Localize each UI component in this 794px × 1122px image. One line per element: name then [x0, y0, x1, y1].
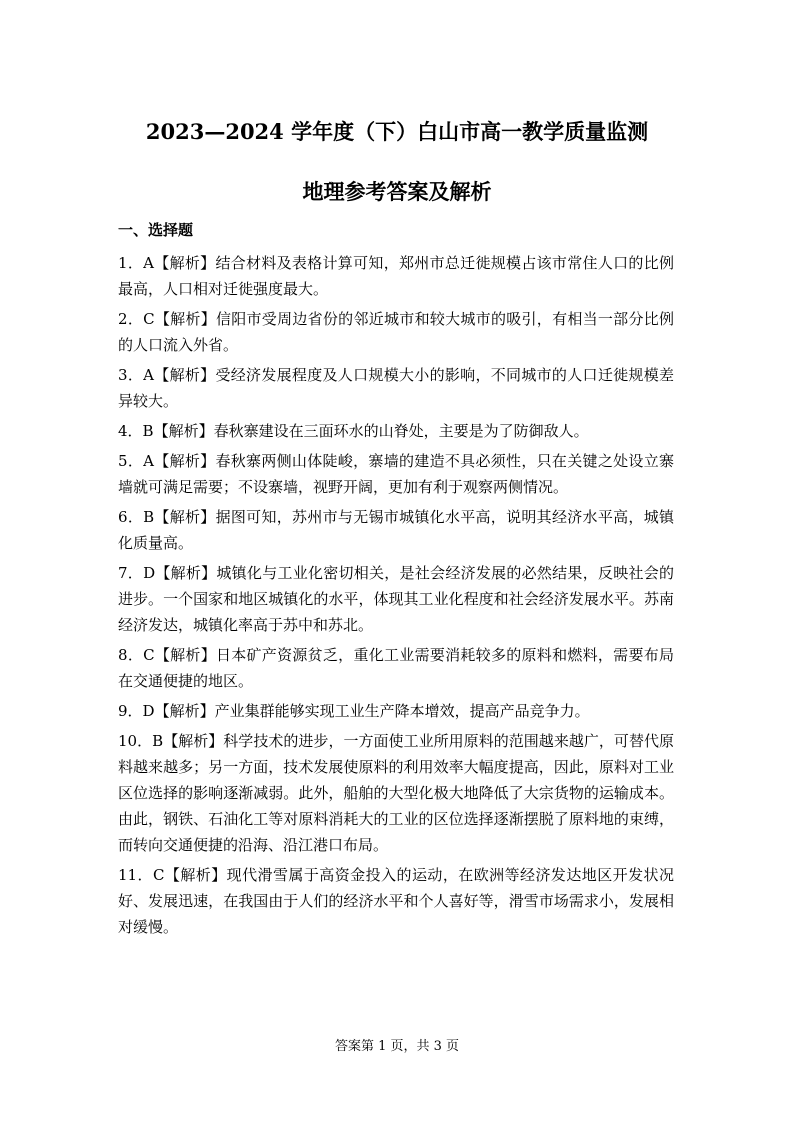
answer-text: B【解析】据图可知，苏州市与无锡市城镇化水平高，说明其经济水平高，城镇化质量高。 [118, 508, 674, 552]
answer-text: A【解析】受经济发展程度及人口规模大小的影响，不同城市的人口迁徙规模差异较大。 [118, 366, 674, 410]
answer-text: B【解析】春秋寨建设在三面环水的山脊处，主要是为了防御敌人。 [142, 422, 589, 440]
answer-text: D【解析】城镇化与工业化密切相关，是社会经济发展的必然结果，反映社会的进步。一个国家和地区城镇化的水平，体现其工业化程度和社会经济发展水平。苏南经济发达，城镇化率高于苏中和苏北。 [118, 564, 675, 634]
answer-item-1 [118, 250, 674, 302]
page-footer: 答案第 1 页，共 3 页 [334, 1039, 460, 1054]
answer-number: 2． [118, 310, 144, 328]
answer-number: 7． [118, 564, 144, 582]
answer-item-3 [118, 362, 674, 414]
section-heading: 一、选择题 [118, 221, 194, 239]
answer-item-7 [118, 560, 674, 638]
answer-text: C【解析】现代滑雪属于高资金投入的运动，在欧洲等经济发达地区开发状况好、发展迅速，在我国由于人们的经济水平和个人喜好等，滑雪市场需求小，发展相对缓慢。 [118, 866, 674, 936]
answer-number: 3． [118, 366, 144, 384]
answer-number: 9． [118, 702, 143, 720]
answer-text: C【解析】日本矿产资源贫乏，重化工业需要消耗较多的原料和燃料，需要布局在交通便捷的地区。 [118, 646, 675, 690]
document-title: 2023—2024 学年度（下）白山市高一教学质量监测 [145, 119, 649, 144]
answer-item-5 [118, 448, 674, 500]
answer-number: 8． [118, 646, 144, 664]
answer-text: C【解析】信阳市受周边省份的邻近城市和较大城市的吸引，有相当一部分比例的人口流入外省。 [118, 310, 675, 354]
answer-item-4 [118, 418, 674, 444]
answer-text: A【解析】春秋寨两侧山体陡峻，寨墙的建造不具必须性，只在关键之处设立寨墙就可满足需要；不设寨墙，视野开阔，更加有利于观察两侧情况。 [118, 452, 674, 496]
answer-number: 4． [118, 422, 143, 440]
answer-text: D【解析】产业集群能够实现工业生产降本增效，提高产品竞争力。 [142, 702, 590, 720]
answer-number: 6． [118, 508, 144, 526]
answer-item-10 [118, 728, 674, 858]
document-subtitle: 地理参考答案及解析 [302, 179, 492, 204]
answer-number: 5． [118, 452, 144, 470]
answer-item-9 [118, 698, 674, 724]
answer-item-6 [118, 504, 674, 556]
answer-number: 1． [118, 254, 144, 272]
answer-item-11 [118, 862, 674, 940]
answer-list [118, 250, 674, 944]
answer-number: 11． [118, 866, 153, 884]
answer-text: A【解析】结合材料及表格计算可知，郑州市总迁徙规模占该市常住人口的比例最高，人口相对迁徙强度最大。 [118, 254, 674, 298]
answer-text: B【解析】科学技术的进步，一方面使工业所用原料的范围越来越广，可替代原料越来越多；另一方面，技术发展使原料的利用效率大幅度提高，因此，原料对工业区位选择的影响逐渐减弱。此外，船舶的大型化极大地降低了大宗货物的运输成本。由此，钢铁、石油化工等对原料消耗大的工业的区位选择逐渐摆脱了原料地的束缚，而转向交通便捷的沿海、沿江港口布局。 [118, 732, 674, 854]
answer-number: 10． [118, 732, 153, 750]
answer-item-8 [118, 642, 674, 694]
answer-item-2 [118, 306, 674, 358]
